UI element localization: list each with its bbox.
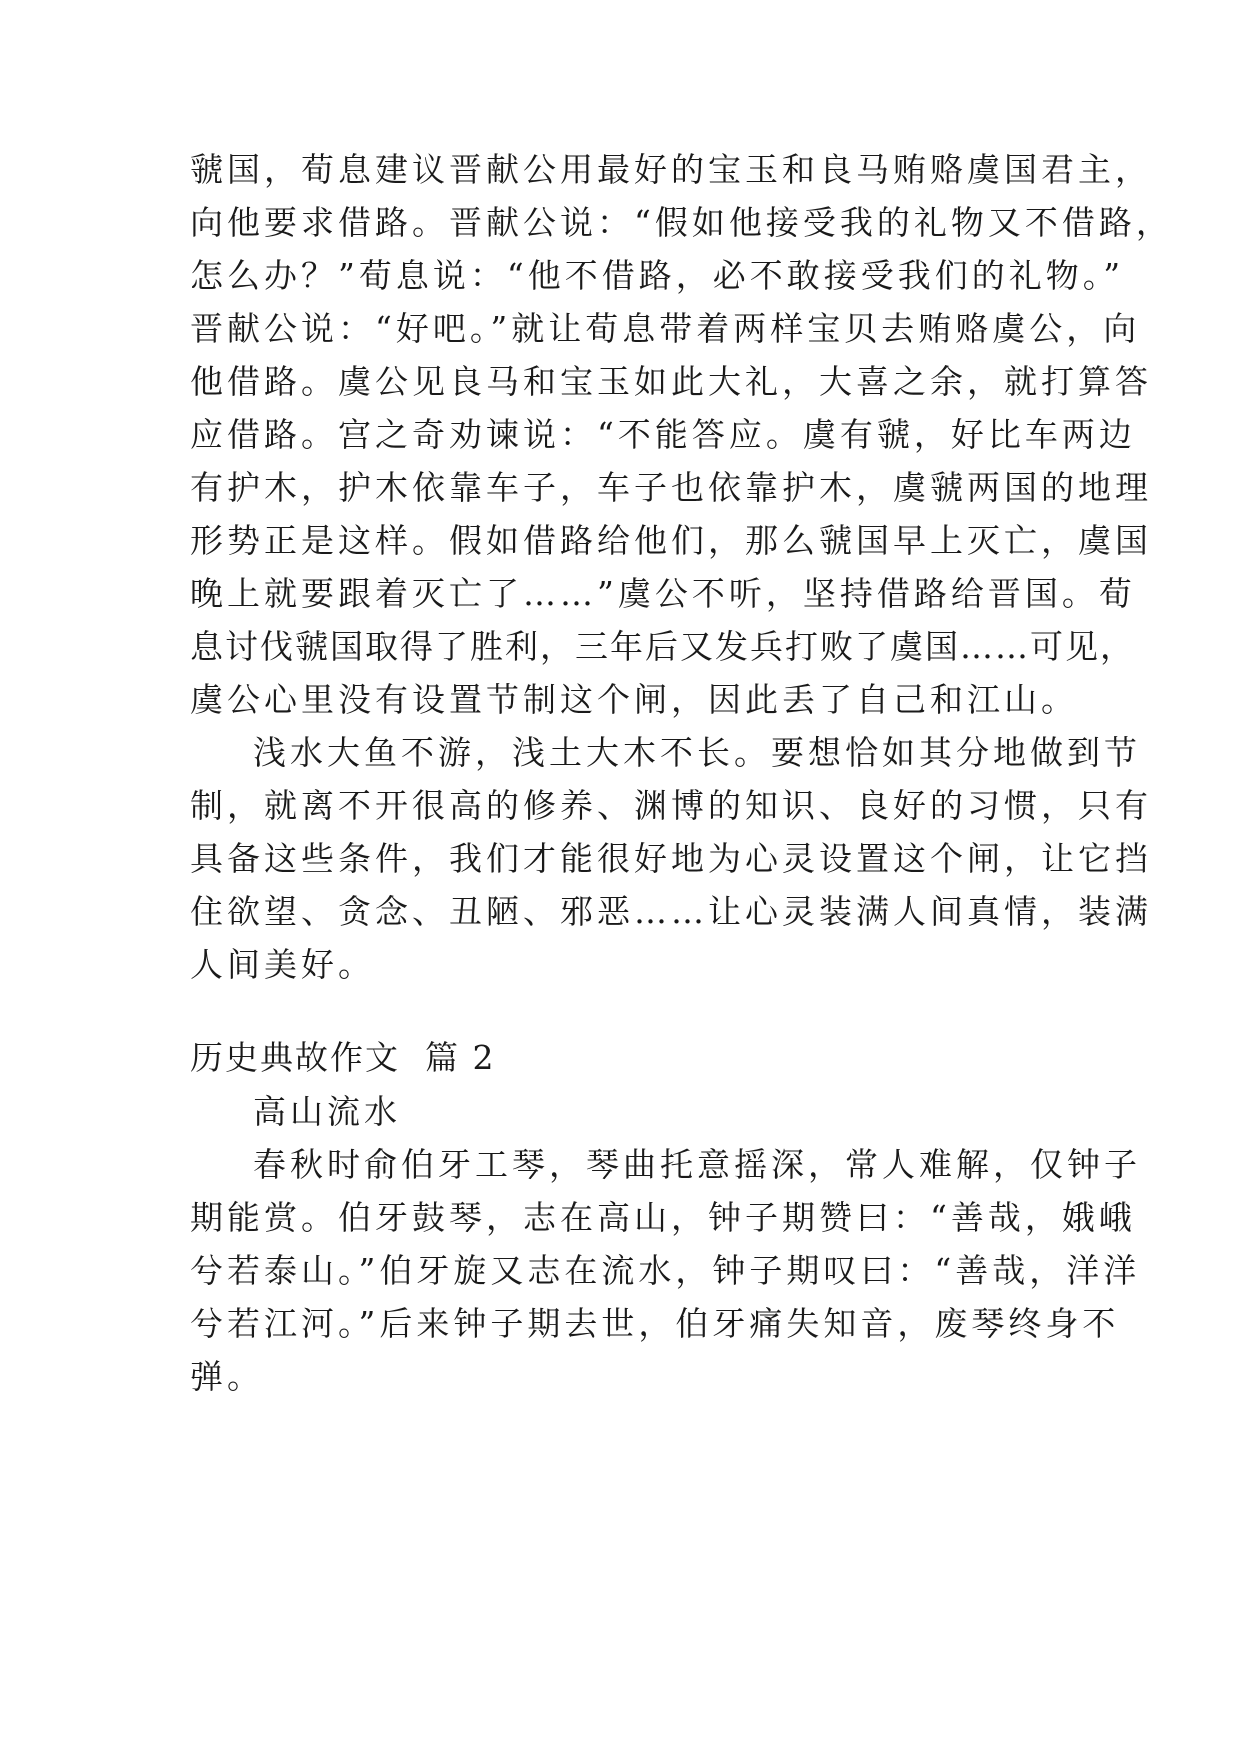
paragraph-line: 期能赏。伯牙鼓琴，志在高山，钟子期赞曰：“善哉，娥峨 <box>190 1198 1136 1237</box>
paragraph-line: 他借路。虞公见良马和宝玉如此大礼，大喜之余，就打算答 <box>190 362 1152 401</box>
paragraph-line: 怎么办？”荀息说：“他不借路，必不敢接受我们的礼物。” <box>190 256 1125 295</box>
section-heading: 历史典故作文 篇 2 <box>190 1038 496 1077</box>
paragraph-line: 向他要求借路。晋献公说：“假如他接受我的礼物又不借路， <box>190 203 1173 242</box>
paragraph-line: 虞公心里没有设置节制这个闸，因此丢了自己和江山。 <box>190 680 1078 719</box>
paragraph-line: 具备这些条件，我们才能很好地为心灵设置这个闸，让它挡 <box>190 839 1152 878</box>
paragraph-line: 虢国，荀息建议晋献公用最好的宝玉和良马贿赂虞国君主， <box>190 150 1152 189</box>
paragraph-line: 兮若江河。”后来钟子期去世，伯牙痛失知音，废琴终身不 <box>190 1304 1120 1343</box>
section-title: 高山流水 <box>253 1092 401 1131</box>
paragraph-line: 应借路。宫之奇劝谏说：“不能答应。虞有虢，好比车两边 <box>190 415 1136 454</box>
paragraph-line: 弹。 <box>190 1357 264 1396</box>
paragraph-line: 息讨伐虢国取得了胜利，三年后又发兵打败了虞国……可见， <box>190 627 1135 666</box>
paragraph-line: 形势正是这样。假如借路给他们，那么虢国早上灭亡，虞国 <box>190 521 1152 560</box>
paragraph-line: 春秋时俞伯牙工琴，琴曲托意摇深，常人难解，仅钟子 <box>253 1145 1141 1184</box>
paragraph-line: 晋献公说：“好吧。”就让荀息带着两样宝贝去贿赂虞公，向 <box>190 309 1141 348</box>
paragraph-line: 晚上就要跟着灭亡了……”虞公不听，坚持借路给晋国。荀 <box>190 574 1136 613</box>
paragraph-line: 浅水大鱼不游，浅土大木不长。要想恰如其分地做到节 <box>253 733 1141 772</box>
paragraph-line: 兮若泰山。”伯牙旋又志在流水，钟子期叹曰：“善哉，洋洋 <box>190 1251 1141 1290</box>
paragraph-line: 制，就离不开很高的修养、渊博的知识、良好的习惯，只有 <box>190 786 1152 825</box>
paragraph-line: 人间美好。 <box>190 945 375 984</box>
paragraph-line: 住欲望、贪念、丑陋、邪恶……让心灵装满人间真情，装满 <box>190 892 1152 931</box>
paragraph-line: 有护木，护木依靠车子，车子也依靠护木，虞虢两国的地理 <box>190 468 1152 507</box>
